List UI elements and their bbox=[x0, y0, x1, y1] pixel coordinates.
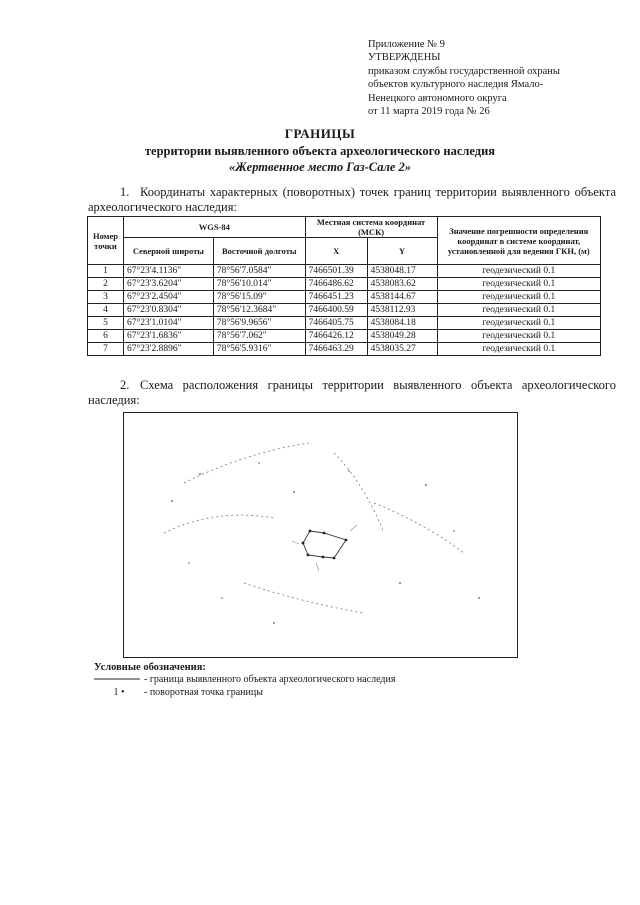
turning-point-marker bbox=[333, 557, 336, 560]
approval-line: УТВЕРЖДЕНЫ bbox=[368, 52, 441, 64]
latitude-cell: 67°23'2.4504" bbox=[123, 291, 213, 304]
longitude-cell: 78°56'7.062" bbox=[213, 330, 305, 343]
y-cell: 4538144.67 bbox=[367, 291, 437, 304]
legend-point-row bbox=[94, 687, 263, 698]
boundary-line-symbol bbox=[94, 674, 144, 685]
table-row bbox=[88, 265, 601, 278]
accuracy-cell: геодезический 0.1 bbox=[437, 265, 601, 278]
map-contour-line bbox=[334, 453, 384, 533]
legend-boundary-text: - граница выявленного объекта археологического наследия bbox=[144, 674, 396, 685]
table-row bbox=[88, 317, 601, 330]
approval-line: Ненецкого автономного округа bbox=[368, 92, 507, 104]
map-contour-line bbox=[184, 443, 309, 483]
table-row bbox=[88, 330, 601, 343]
section-2-paragraph bbox=[88, 378, 616, 408]
section-1-text: Координаты характерных (поворотных) точек границ территории выявленного объекта археологического наследия: bbox=[88, 185, 616, 214]
accuracy-cell: геодезический 0.1 bbox=[437, 317, 601, 330]
x-cell: 7466486.62 bbox=[305, 278, 367, 291]
table-row bbox=[88, 343, 601, 356]
accuracy-cell: геодезический 0.1 bbox=[437, 343, 601, 356]
header-y: Y bbox=[367, 238, 437, 265]
header-point-number: Номер точки bbox=[88, 217, 124, 265]
x-cell: 7466426.12 bbox=[305, 330, 367, 343]
document-subtitle: территории выявленного объекта археологического наследия bbox=[144, 144, 496, 158]
y-cell: 4538083.62 bbox=[367, 278, 437, 291]
x-cell: 7466501.39 bbox=[305, 265, 367, 278]
section-1-paragraph bbox=[88, 185, 616, 215]
point-number-cell: 4 bbox=[88, 304, 124, 317]
latitude-cell: 67°23'3.6204" bbox=[123, 278, 213, 291]
section-2-text: Схема расположения границы территории выявленного объекта археологического наследия: bbox=[88, 378, 616, 407]
point-number-cell: 1 bbox=[88, 265, 124, 278]
x-cell: 7466463.29 bbox=[305, 343, 367, 356]
turning-point-marker bbox=[309, 530, 312, 533]
point-number-cell: 6 bbox=[88, 330, 124, 343]
longitude-cell: 78°56'10.014" bbox=[213, 278, 305, 291]
accuracy-cell: геодезический 0.1 bbox=[437, 330, 601, 343]
table-body bbox=[88, 265, 601, 356]
turning-point-marker bbox=[345, 539, 348, 542]
approval-line: приказом службы государственной охраны bbox=[368, 65, 560, 77]
boundary-scheme-map bbox=[123, 412, 518, 658]
x-cell: 7466451.23 bbox=[305, 291, 367, 304]
boundary-polygon bbox=[303, 531, 346, 558]
legend-point-text: - поворотная точка границы bbox=[144, 687, 263, 698]
y-cell: 4538035.27 bbox=[367, 343, 437, 356]
table-row bbox=[88, 291, 601, 304]
map-contour-line bbox=[164, 515, 274, 533]
y-cell: 4538049.28 bbox=[367, 330, 437, 343]
turning-point-marker bbox=[323, 532, 326, 535]
accuracy-cell: геодезический 0.1 bbox=[437, 278, 601, 291]
section-1-number: 1. bbox=[120, 185, 130, 199]
coordinates-table bbox=[87, 216, 601, 356]
x-cell: 7466400.59 bbox=[305, 304, 367, 317]
object-name: «Жертвенное место Газ-Сале 2» bbox=[228, 160, 412, 174]
latitude-cell: 67°23'1.6836" bbox=[123, 330, 213, 343]
header-msk: Местная система координат (МСК) bbox=[305, 217, 437, 238]
y-cell: 4538048.17 bbox=[367, 265, 437, 278]
latitude-cell: 67°23'4.1136" bbox=[123, 265, 213, 278]
point-number-cell: 5 bbox=[88, 317, 124, 330]
longitude-cell: 78°56'15.09" bbox=[213, 291, 305, 304]
latitude-cell: 67°23'0.8304" bbox=[123, 304, 213, 317]
latitude-cell: 67°23'2.8896" bbox=[123, 343, 213, 356]
longitude-cell: 78°56'7.0584" bbox=[213, 265, 305, 278]
y-cell: 4538112.93 bbox=[367, 304, 437, 317]
approval-line: от 11 марта 2019 года № 26 bbox=[368, 106, 490, 118]
legend-boundary-row bbox=[94, 674, 395, 685]
accuracy-cell: геодезический 0.1 bbox=[437, 304, 601, 317]
header-north-latitude: Северной широты bbox=[123, 238, 213, 265]
point-number-cell: 3 bbox=[88, 291, 124, 304]
longitude-cell: 78°56'12.3684" bbox=[213, 304, 305, 317]
table-row bbox=[88, 278, 601, 291]
turning-point-marker bbox=[322, 556, 325, 559]
header-east-longitude: Восточной долготы bbox=[213, 238, 305, 265]
turning-point-marker bbox=[307, 554, 310, 557]
header-x: X bbox=[305, 238, 367, 265]
header-wgs84: WGS-84 bbox=[123, 217, 305, 238]
approval-block bbox=[368, 38, 618, 118]
point-number-cell: 7 bbox=[88, 343, 124, 356]
map-contour-line bbox=[244, 583, 364, 613]
approval-line: объектов культурного наследия Ямало- bbox=[368, 79, 544, 91]
longitude-cell: 78°56'5.9316" bbox=[213, 343, 305, 356]
legend-title: Условные обозначения: bbox=[94, 662, 206, 673]
table-row bbox=[88, 304, 601, 317]
map-contour-line bbox=[374, 503, 464, 553]
document-title: ГРАНИЦЫ bbox=[284, 126, 356, 141]
y-cell: 4538084.18 bbox=[367, 317, 437, 330]
table-header-row bbox=[88, 217, 601, 238]
section-2-number: 2. bbox=[120, 378, 130, 392]
x-cell: 7466405.75 bbox=[305, 317, 367, 330]
approval-line: Приложение № 9 bbox=[368, 39, 445, 50]
scheme-drawing bbox=[124, 413, 517, 657]
accuracy-cell: геодезический 0.1 bbox=[437, 291, 601, 304]
point-number-cell: 2 bbox=[88, 278, 124, 291]
latitude-cell: 67°23'1.0104" bbox=[123, 317, 213, 330]
longitude-cell: 78°56'9.9656" bbox=[213, 317, 305, 330]
header-accuracy: Значение погрешности определения координат в системе координат, установленной для ведения ГКН, (м) bbox=[437, 217, 601, 265]
turning-point-symbol: 1 • bbox=[113, 687, 125, 699]
turning-point-marker bbox=[302, 542, 305, 545]
